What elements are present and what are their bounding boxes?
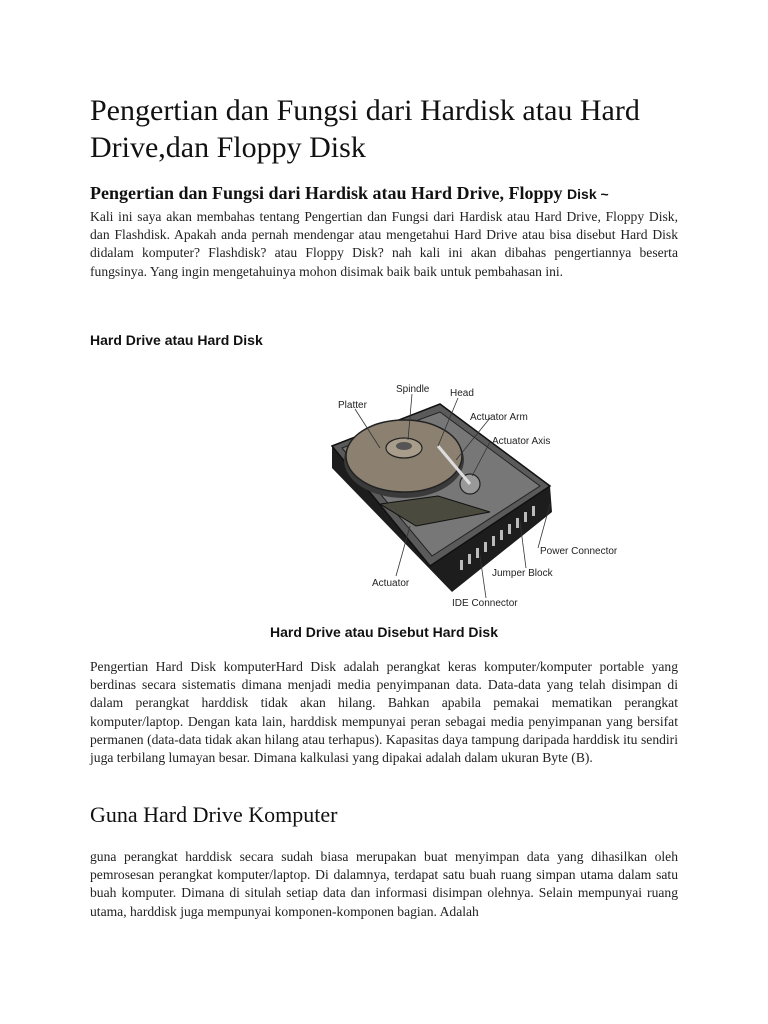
label-platter: Platter — [338, 400, 367, 411]
subheading-tail: Disk ~ — [567, 186, 609, 202]
intro-paragraph: Kali ini saya akan membahas tentang Pengertian dan Fungsi dari Hardisk atau Hard Drive, Floppy Disk, dan Flashdisk. Apakah anda pernah mendengar atau mengetahui Hard Drive atau bisa disebut Hard Disk didalam komputer? Flashdisk? atau Floppy Disk? nah kali ini akan dibahas pengertiannya beserta fungsinya. Yang ingin mengetahuinya mohon disimak baik baik untuk pembahasan ini. — [90, 209, 678, 279]
label-actuator-arm: Actuator Arm — [470, 412, 528, 423]
guna-paragraph: guna perangkat harddisk secara sudah biasa merupakan buat menyimpan data yang dihasilkan oleh pemrosesan perangkat komputer/laptop. Di dalamnya, terdapat satu buah ruang simpan utama dalam satu buah komputer. Dimana di situlah setiap data dan informasi disimpan olehnya. Selain mempunyai ruang utama, harddisk juga mempunyai komponen-komponen bagian. Adalah — [90, 849, 678, 919]
subheading — [90, 182, 678, 205]
label-ide-connector: IDE Connector — [452, 598, 518, 609]
label-head: Head — [450, 388, 474, 399]
page-title: Pengertian dan Fungsi dari Hardisk atau Hard Drive,dan Floppy Disk — [90, 94, 640, 164]
subheading-main: Pengertian dan Fungsi dari Hardisk atau Hard Drive, Floppy — [90, 183, 568, 203]
label-actuator: Actuator — [372, 578, 410, 589]
section-heading-hard-drive: Hard Drive atau Hard Disk — [90, 332, 263, 348]
label-jumper-block: Jumper Block — [492, 568, 553, 579]
figure-caption: Hard Drive atau Disebut Hard Disk — [270, 624, 498, 640]
label-power-connector: Power Connector — [540, 546, 618, 557]
hard-drive-figure — [320, 376, 630, 612]
label-actuator-axis: Actuator Axis — [492, 436, 551, 447]
label-spindle: Spindle — [396, 384, 430, 395]
hard-drive-diagram — [320, 376, 630, 612]
section-heading-guna: Guna Hard Drive Komputer — [90, 802, 338, 827]
definition-paragraph: Pengertian Hard Disk komputerHard Disk adalah perangkat keras komputer/komputer portable yang berdinas secara sistematis dimana menjadi media penyimpanan data. Data-data yang telah disimpan di dalam perangkat harddisk tidak akan hilang. Bahkan apabila pemakai mematikan perangkat komputer/laptop. Dengan kata lain, harddisk mempunyai peran sebagai media penyimpanan yang bersifat permanen (data-data tidak akan hilang atau terhapus). Kapasitas daya tampung daripada harddisk itu sendiri juga terbilang lumayan besar. Dimana kalkulasi yang dipakai adalah dalam ukuran Byte (B). — [90, 659, 678, 766]
